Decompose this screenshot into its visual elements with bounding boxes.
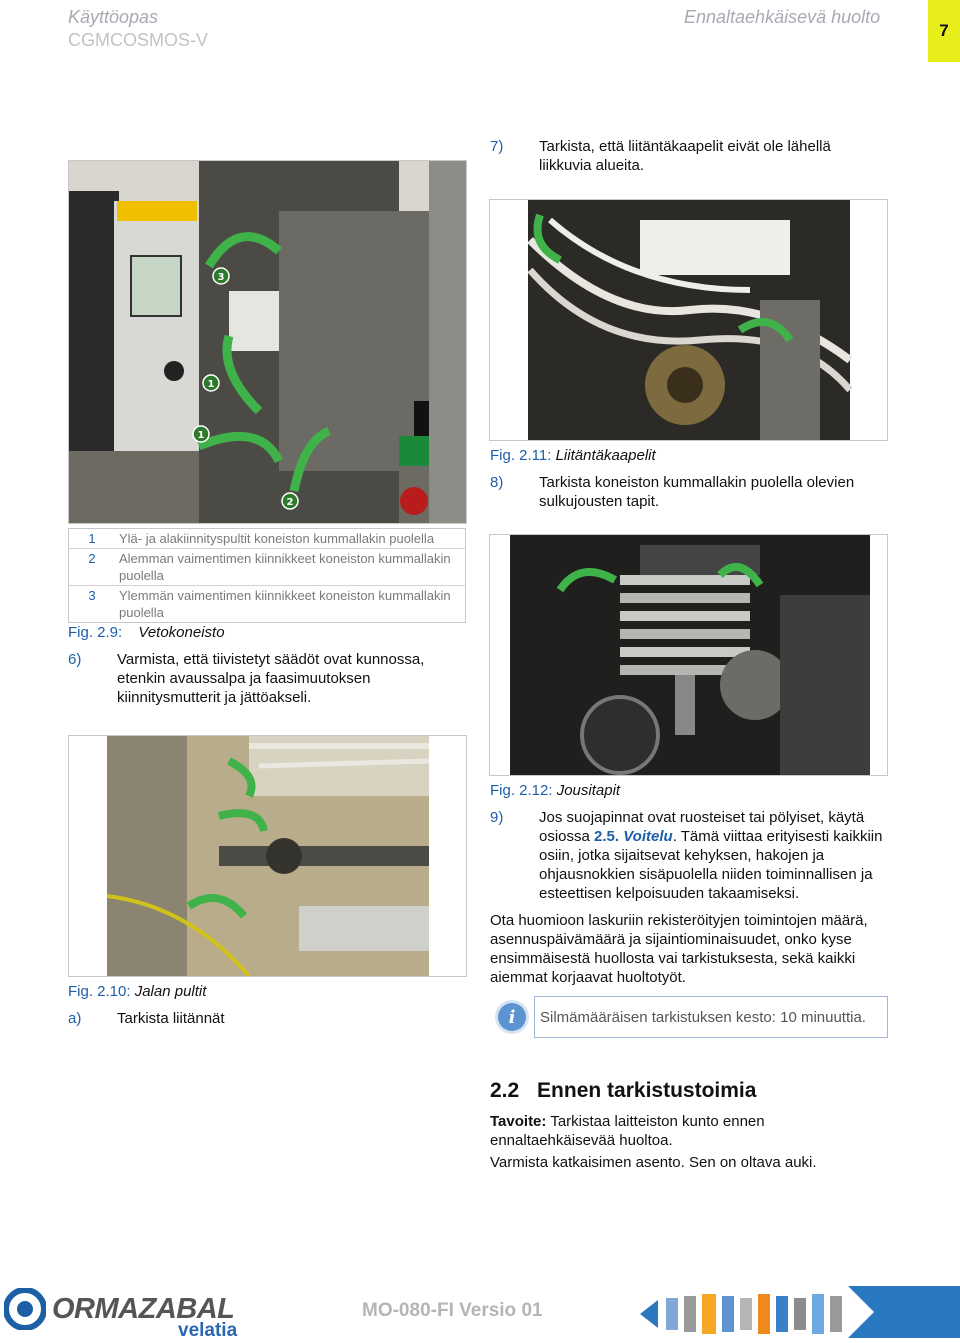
step-7-number: 7) bbox=[490, 138, 504, 155]
info-text: Silmämääräisen tarkistuksen kesto: 10 minuuttia. bbox=[540, 1008, 866, 1026]
section-number: 2.2 bbox=[490, 1079, 520, 1102]
drive-mechanism-illustration bbox=[69, 161, 466, 523]
legend-text: Ylä- ja alakiinnityspultit koneiston kummallakin puolella bbox=[119, 531, 435, 546]
cables-illustration bbox=[490, 200, 887, 440]
foot-bolts-illustration bbox=[69, 736, 466, 976]
step-8 bbox=[490, 473, 880, 511]
step-9-ref-title[interactable]: Voitelu bbox=[623, 828, 673, 845]
counter-paragraph: Ota huomioon laskuriin rekisteröityjen toimintojen määrä, asennuspäivämäärä ja sijaintiominaisuudet, onko kyse ensimmäisestä huollosta vai tarkistuksesta, sekä kaikki aiemmat korjaavat huoltotyöt. bbox=[490, 912, 868, 986]
caption-fig-2-12 bbox=[490, 782, 620, 799]
legend-row bbox=[69, 586, 466, 623]
caption-fig-2-11-title: Liitäntäkaapelit bbox=[555, 447, 656, 464]
caption-fig-2-11-number: Fig. 2.11: bbox=[490, 447, 552, 464]
step-a bbox=[68, 1009, 448, 1028]
step-7 bbox=[490, 137, 870, 175]
step-6 bbox=[68, 650, 448, 707]
goal-paragraph bbox=[490, 1112, 890, 1150]
photo-drive-mechanism bbox=[68, 160, 467, 524]
legend-number: 3 bbox=[69, 586, 116, 623]
photo-connection-cables bbox=[489, 199, 888, 441]
header-chapter: Ennaltaehkäisevä huolto bbox=[684, 7, 881, 27]
step-9-ref-number[interactable]: 2.5. bbox=[594, 828, 620, 845]
marker-2: 2 bbox=[286, 497, 294, 508]
step-a-number: a) bbox=[68, 1010, 82, 1027]
caption-fig-2-10-title: Jalan pultit bbox=[134, 983, 207, 1000]
page-number: 7 bbox=[928, 0, 960, 62]
photo-foot-bolts bbox=[68, 735, 467, 977]
caption-fig-2-12-number: Fig. 2.12: bbox=[490, 782, 553, 799]
legend-number: 1 bbox=[88, 531, 96, 546]
section-heading bbox=[490, 1079, 756, 1103]
footer-doc-id: MO-080-FI Versio 01 bbox=[362, 1300, 543, 1321]
caption-fig-2-9 bbox=[68, 624, 225, 641]
caption-fig-2-10 bbox=[68, 983, 206, 1000]
ormazabal-logo-icon bbox=[4, 1288, 46, 1330]
caption-fig-2-12-title: Jousitapit bbox=[556, 782, 621, 799]
legend-text: Alemman vaimentimen kiinnikkeet koneiston kummallakin puolella bbox=[115, 549, 466, 586]
step-8-number: 8) bbox=[490, 474, 504, 491]
header-title: Käyttöopas bbox=[68, 7, 159, 27]
footer-logo: ORMAZABAL bbox=[52, 1293, 235, 1325]
caption-fig-2-9-title: Vetokoneisto bbox=[138, 624, 225, 641]
springs-illustration bbox=[490, 535, 887, 775]
step-8-text: Tarkista koneiston kummallakin puolella olevien sulkujousten tapit. bbox=[539, 474, 855, 510]
footer-decorative-stripes bbox=[636, 1286, 960, 1338]
figure-legend bbox=[68, 528, 466, 623]
step-6-number: 6) bbox=[68, 651, 82, 668]
section-title: Ennen tarkistustoimia bbox=[537, 1079, 757, 1102]
marker-1a: 1 bbox=[207, 379, 215, 390]
legend-text: Ylemmän vaimentimen kiinnikkeet koneiston kummallakin puolella bbox=[115, 586, 466, 623]
header-product: CGMCOSMOS-V bbox=[68, 30, 209, 50]
info-box bbox=[534, 996, 888, 1038]
footer-logo-sub: velatia bbox=[178, 1320, 238, 1341]
legend-row bbox=[69, 529, 466, 549]
legend-number: 2 bbox=[69, 549, 116, 586]
legend-row bbox=[69, 549, 466, 586]
step-a-text: Tarkista liitännät bbox=[117, 1010, 225, 1027]
caption-fig-2-10-number: Fig. 2.10: bbox=[68, 983, 131, 1000]
step-7-text: Tarkista, että liitäntäkaapelit eivät ole lähellä liikkuvia alueita. bbox=[539, 138, 831, 174]
step-9 bbox=[490, 808, 890, 903]
check-paragraph: Varmista katkaisimen asento. Sen on oltava auki. bbox=[490, 1154, 817, 1171]
step-9-number: 9) bbox=[490, 809, 504, 826]
step-9-text-post: . Tämä viittaa erityisesti kaikkiin osiin, jotka sijaitsevat kehyksen, hakojen ja ohjausnokkien sisäpuolella niiden toiminnallisen ja esteettisen kelpoisuuden takaamiseksi. bbox=[539, 828, 883, 902]
goal-text: Tarkistaa laitteiston kunto ennen ennaltaehkäisevää huoltoa. bbox=[490, 1113, 765, 1149]
photo-spring-pins bbox=[489, 534, 888, 776]
goal-label: Tavoite: bbox=[490, 1113, 547, 1130]
marker-3: 3 bbox=[217, 272, 225, 283]
caption-fig-2-11 bbox=[490, 447, 656, 464]
step-9-text-pre: Jos suojapinnat ovat ruosteiset tai pölyiset, käytä osiossa bbox=[539, 809, 865, 845]
caption-fig-2-9-number: Fig. 2.9: bbox=[68, 624, 123, 641]
info-icon: i bbox=[498, 1003, 526, 1031]
step-6-text: Varmista, että tiivistetyt säädöt ovat kunnossa, etenkin avaussalpa ja faasimuutoksen kiinnitysmutterit ja jättöakseli. bbox=[117, 651, 425, 706]
marker-1b: 1 bbox=[197, 430, 205, 441]
